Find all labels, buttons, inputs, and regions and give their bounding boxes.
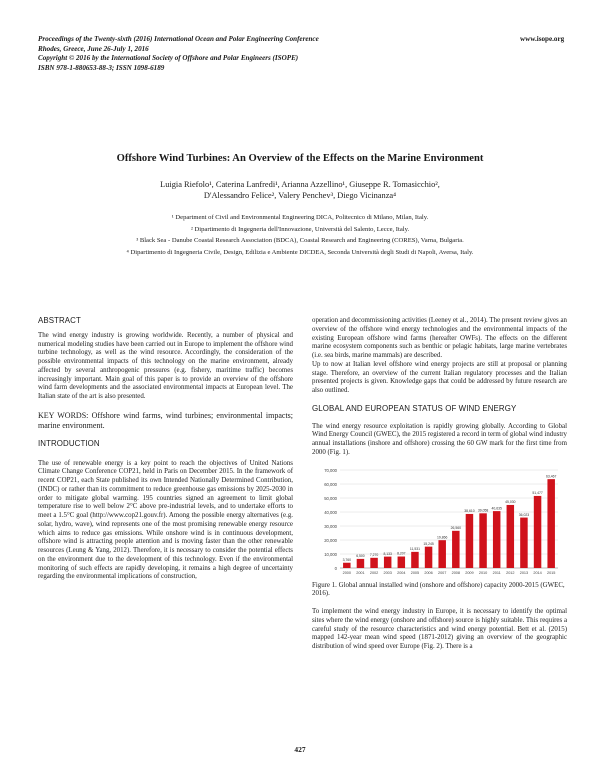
affiliation-list (30, 212, 570, 258)
chart-bar (357, 558, 364, 567)
affiliation-4: ⁴ Dipartimento di Ingegneria Civile, Design, Edilizia e Ambiente DICDEA, Seconda Università degli Studi di Napoli, Aversa, Italy. (126, 248, 474, 256)
affiliation-1: ¹ Department of Civil and Environmental Engineering DICA, Politecnico di Milano, Milan, Italy. (171, 214, 429, 221)
x-tick-label: 2006 (424, 570, 433, 575)
y-tick-label: 30,000 (324, 523, 337, 529)
chart-bar (411, 551, 418, 567)
chart-bar (425, 546, 432, 567)
author-line-1: Luigia Riefolo¹, Caterina Lanfredi¹, Arianna Azzellino¹, Giuseppe R. Tomasicchio², (160, 180, 440, 189)
header-line-3: Copyright © 2016 by the International Society of Offshore and Polar Engineers (ISOPE) (38, 54, 299, 63)
y-tick-label: 10,000 (324, 551, 337, 557)
x-tick-label: 2003 (383, 570, 392, 575)
chart-bar (466, 513, 473, 567)
keywords-text: Offshore wind farms, wind turbines; environmental impacts; marine environment. (38, 410, 293, 430)
header-url[interactable]: www.isope.org (520, 35, 565, 43)
figure-1 (312, 462, 564, 582)
abstract-text: The wind energy industry is growing worldwide. Recently, a number of physical and numerical modeling studies have been carried out in Europe to implement the offshore wind turbine technology, as well as the wind resource. Accordingly, the consideration of the possible environmental impacts of this technology on the marine environment, already affected by several anthropogenic pressures (e.g. fishery, maritime traffic) becomes increasingly important. Main goal of this paper is to provide an overview of the offshore wind farm developments and the associated environmental impacts at European level. The Italian state of the art is also presented. (38, 331, 293, 400)
data-label: 3,760 (342, 557, 352, 562)
x-tick-label: 2001 (356, 570, 365, 575)
global-status-heading: GLOBAL AND EUROPEAN STATUS OF WIND ENERGY (312, 403, 517, 413)
affiliation-2: ² Dipartimento di Ingegneria dell'Innovazione, Università del Salento, Lecce, Italy. (190, 225, 410, 233)
y-tick-label: 60,000 (324, 481, 337, 487)
x-tick-label: 2009 (465, 570, 474, 575)
author-list (60, 179, 540, 201)
right-paragraph-2: Up to now at Italian level offshore wind energy projects are still at proposal or planning stage. Therefore, an overview of the current Italian regulatory processes and the Italian presented projects is given. Knowledge gaps that could be addressed by future research are also outlined. (312, 360, 567, 394)
data-label: 40,635 (491, 505, 502, 510)
x-tick-label: 2011 (492, 570, 501, 575)
chart-bar (438, 540, 445, 568)
abstract-heading: ABSTRACT (38, 316, 81, 325)
header-line-4: ISBN 978-1-880653-88-3; ISSN 1098-6189 (38, 63, 165, 72)
y-tick-label: 20,000 (324, 537, 337, 543)
author-line-2: D'Alessandro Felice², Valery Penchev³, Diego Vicinanza⁴ (203, 191, 397, 201)
page-number: 427 (294, 745, 306, 754)
data-label: 7,270 (369, 552, 379, 557)
chart-bar (493, 511, 500, 568)
chart-bar (343, 562, 350, 567)
x-tick-label: 2007 (437, 570, 447, 575)
introduction-heading: INTRODUCTION (38, 438, 100, 448)
header-line-2: Rhodes, Greece, June 26-July 1, 2016 (38, 44, 149, 53)
keywords (38, 411, 293, 431)
x-tick-label: 2004 (397, 570, 406, 575)
right-paragraph-4: To implement the wind energy industry in Europe, it is necessary to identify the optimal sites where the wind energy (onshore and offshore) source is highly suitable. This requires a careful study of the resource characteristics and wind energy potential. Bett et al. (2015) mapped 142-year mean wind speed (1871-2012) giving an overview of the geographic distribution of wind speed over Europe (Fig. 2). There is a (312, 608, 567, 650)
chart-bar (384, 556, 391, 567)
data-label: 51,477 (532, 490, 543, 495)
x-tick-label: 2013 (519, 570, 529, 575)
x-tick-label: 2008 (451, 570, 461, 575)
right-paragraph-1: operation and decommissioning activities (Leeney et al., 2014). The present review gives an overview of the offshore wind energy technologies and the environmental impacts of the existing European offshore wind farms (hereafter OWFs). The effects on the different marine ecosystem components such as benthic or pelagic habitats, large marine vertebrates (i.e. sea birds, marine mammals) are described. (312, 317, 567, 359)
data-label: 8,207 (397, 551, 406, 556)
installed-capacity-chart (312, 462, 564, 582)
paper-title: Offshore Wind Turbines: An Overview of the Effects on the Marine Environment (116, 153, 484, 164)
right-paragraph-3: The wind energy resource exploitation is rapidly growing globally. According to Global Wind Energy Council (GWEC), the 2015 registered a record in term of global wind industry annual installations (inshore and offshore) crossing the 60 GW mark for the first time from 2000 (Fig. 1). (312, 422, 567, 456)
affiliation-3: ³ Black Sea - Danube Coastal Research Association (BDCA), Coastal Research and Engineering (CORES), Varna, Bulgaria. (136, 237, 464, 244)
x-tick-label: 2005 (410, 570, 420, 575)
proceedings-header (38, 35, 558, 73)
right-column (312, 317, 567, 652)
data-label: 38,610 (464, 508, 475, 513)
x-tick-label: 2002 (369, 570, 379, 575)
data-label: 19,866 (437, 534, 448, 539)
y-tick-label: 50,000 (324, 495, 337, 501)
chart-bar (398, 556, 405, 567)
data-label: 15,245 (423, 541, 434, 546)
chart-bar (534, 495, 541, 567)
figure-1-caption: Figure 1. Global annual installed wind (onshore and offshore) capacity 2000-2015 (GWEC, 2016). (312, 581, 565, 598)
chart-bar (452, 530, 459, 567)
data-label: 8,133 (383, 551, 392, 556)
chart-bar (507, 504, 514, 567)
x-tick-label: 2015 (546, 570, 556, 575)
data-label: 6,500 (356, 553, 365, 558)
chart-bar (479, 513, 486, 568)
header-line-1: Proceedings of the Twenty-sixth (2016) International Ocean and Polar Engineering Conference (38, 35, 319, 43)
x-tick-label: 2000 (342, 570, 352, 575)
data-label: 39,058 (477, 508, 489, 513)
x-tick-label: 2014 (533, 570, 542, 575)
data-label: 36,023 (518, 512, 530, 517)
chart-bar (370, 557, 377, 567)
data-label: 11,531 (409, 546, 420, 551)
left-column (38, 317, 293, 582)
data-label: 63,467 (546, 473, 557, 478)
x-tick-label: 2012 (506, 570, 515, 575)
data-label: 26,560 (450, 525, 461, 530)
y-tick-label: 70,000 (324, 467, 337, 473)
keywords-label: KEY WORDS: (38, 410, 89, 420)
y-tick-label: 40,000 (324, 509, 337, 515)
data-label: 45,030 (505, 499, 516, 504)
chart-bar (547, 479, 554, 568)
x-tick-label: 2010 (478, 570, 488, 575)
introduction-text: The use of renewable energy is a key point to reach the objectives of United Nations Climate Change Conference COP21, held in Paris on December 2015. In the framework of recent COP21, each State published its own Intended Nationally Determined Contribution, (INDC) or rather than its commitment to reduce greenhouse gas emissions by 2025-2030 in order to mitigate global warming. 195 countries signed an agreement to limit global temperature rise to well below 2°C above pre-industrial levels, and to undertake efforts to meet a 1.5°C goal (http://www.cop21.gouv.fr). Among the possible energy alternatives (e.g. solar, hydro, wave), wind represents one of the most promising renewable energy resource which aims to reduce gas emissions. While onshore wind is in continuous development, offshore wind is attracting people attention and is moving faster than the other renewable resources (Leung & Yang, 2012). Therefore, it is necessary to consider the potential effects on the environment due to the development of this technology. Even if the environmental monitoring of such effects are rapidly developing, it remains a high degree of uncertainty regarding the environmental implications of construction, (38, 459, 293, 581)
chart-bar (520, 517, 527, 567)
y-tick-label: 0 (334, 565, 337, 571)
